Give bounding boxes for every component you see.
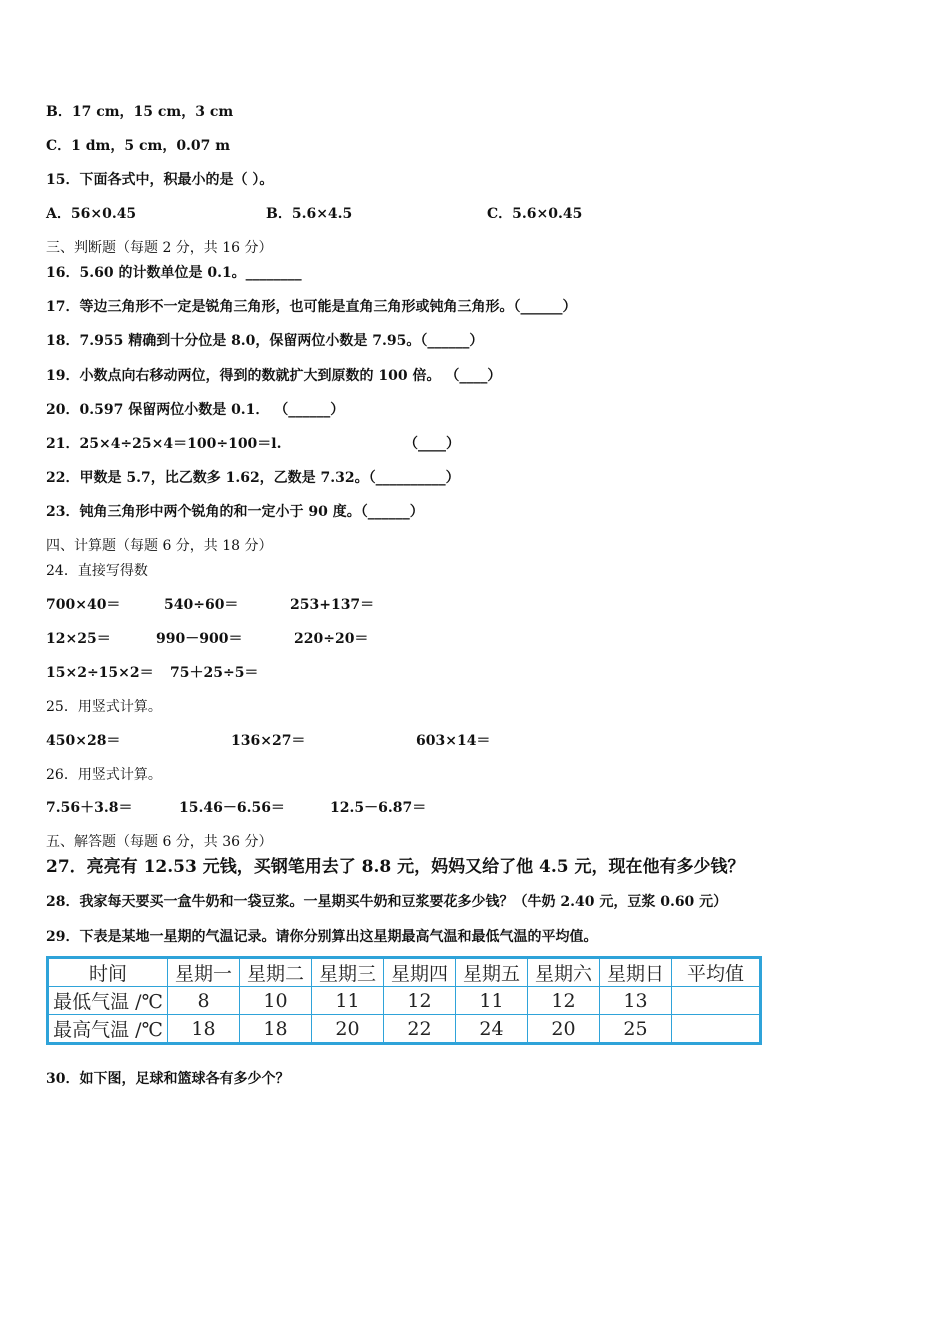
table-cell: 11 [456,987,528,1015]
q24-item: 253+137＝ [290,597,375,613]
table-row-high [48,1015,761,1044]
q17: 17．等边三角形不一定是锐角三角形，也可能是直角三角形或钝角三角形。（______） [46,299,577,315]
q21: 21．25×4÷25×4＝100÷100＝l. [46,436,282,452]
q21-answer-blank: （____） [404,436,460,452]
q15-option-a: A．56×0.45 [46,206,137,222]
section-4-title: 四、计算题（每题 6 分，共 18 分） [46,538,273,554]
q26-item: 12.5－6.87＝ [330,800,427,816]
q28: 28．我家每天要买一盒牛奶和一袋豆浆。一星期买牛奶和豆浆要花多少钱？（牛奶 2.40 元，豆浆 0.60 元） [46,894,728,910]
q25-item: 136×27＝ [231,733,306,749]
q18: 18．7.955 精确到十分位是 8.0，保留两位小数是 7.95。（______） [46,333,484,349]
table-cell: 18 [168,1015,240,1044]
q14-option-c: C．1 dm，5 cm，0.07 m [46,138,231,154]
table-cell: 8 [168,987,240,1015]
table-cell: 12 [384,987,456,1015]
table-cell: 18 [240,1015,312,1044]
table-cell: 25 [600,1015,672,1044]
table-cell: 时间 [48,958,168,987]
table-cell: 星期五 [456,958,528,987]
q14-option-b: B．17 cm，15 cm，3 cm [46,104,234,120]
table-cell: 星期六 [528,958,600,987]
q26-item: 15.46－6.56＝ [179,800,285,816]
table-cell: 星期二 [240,958,312,987]
table-cell: 13 [600,987,672,1015]
q22: 22．甲数是 5.7，比乙数多 1.62，乙数是 7.32。（__________） [46,470,460,486]
q30: 30．如下图，足球和篮球各有多少个？ [46,1071,290,1087]
table-row-low [48,987,761,1015]
q24-item: 75＋25÷5＝ [170,665,259,681]
table-cell [672,987,761,1015]
table-cell: 12 [528,987,600,1015]
q24-stem: 24．直接写得数 [46,563,148,579]
q24-item: 220÷20＝ [294,631,369,647]
table-cell: 星期一 [168,958,240,987]
q15-option-b: B．5.6×4.5 [266,206,353,222]
q24-item: 12×25＝ [46,631,111,647]
section-3-title: 三、判断题（每题 2 分，共 16 分） [46,240,273,256]
table-cell [672,1015,761,1044]
table-cell: 星期四 [384,958,456,987]
table-cell: 星期三 [312,958,384,987]
table-cell: 星期日 [600,958,672,987]
q15-stem: 15．下面各式中，积最小的是（ ）。 [46,172,274,188]
table-cell: 20 [528,1015,600,1044]
table-header-row [48,958,761,987]
table-cell: 平均值 [672,958,761,987]
section-5-title: 五、解答题（每题 6 分，共 36 分） [46,834,273,850]
q23: 23．钝角三角形中两个锐角的和一定小于 90 度。（______） [46,504,424,520]
q24-item: 540÷60＝ [164,597,239,613]
table-cell: 最低气温 /℃ [48,987,168,1015]
q29: 29．下表是某地一星期的气温记录。请你分别算出这星期最高气温和最低气温的平均值。 [46,929,598,945]
q16: 16．5.60 的计数单位是 0.1。________ [46,265,302,281]
q19: 19．小数点向右移动两位，得到的数就扩大到原数的 100 倍。 （____） [46,368,502,384]
temperature-table [46,956,762,1045]
q25-item: 603×14＝ [416,733,491,749]
q25-stem: 25．用竖式计算。 [46,699,162,715]
q15-option-c: C．5.6×0.45 [487,206,583,222]
table-cell: 最高气温 /℃ [48,1015,168,1044]
q24-item: 990－900＝ [156,631,243,647]
table-cell: 24 [456,1015,528,1044]
q24-item: 700×40＝ [46,597,121,613]
q26-item: 7.56＋3.8＝ [46,800,133,816]
table-cell: 11 [312,987,384,1015]
q25-item: 450×28＝ [46,733,121,749]
table-cell: 22 [384,1015,456,1044]
q24-item: 15×2÷15×2＝ [46,665,154,681]
q20: 20．0.597 保留两位小数是 0.1． （______） [46,402,345,418]
table-cell: 20 [312,1015,384,1044]
table-cell: 10 [240,987,312,1015]
q26-stem: 26．用竖式计算。 [46,767,162,783]
q27: 27．亮亮有 12.53 元钱，买钢笔用去了 8.8 元，妈妈又给了他 4.5 元，现在他有多少钱？ [46,857,745,877]
